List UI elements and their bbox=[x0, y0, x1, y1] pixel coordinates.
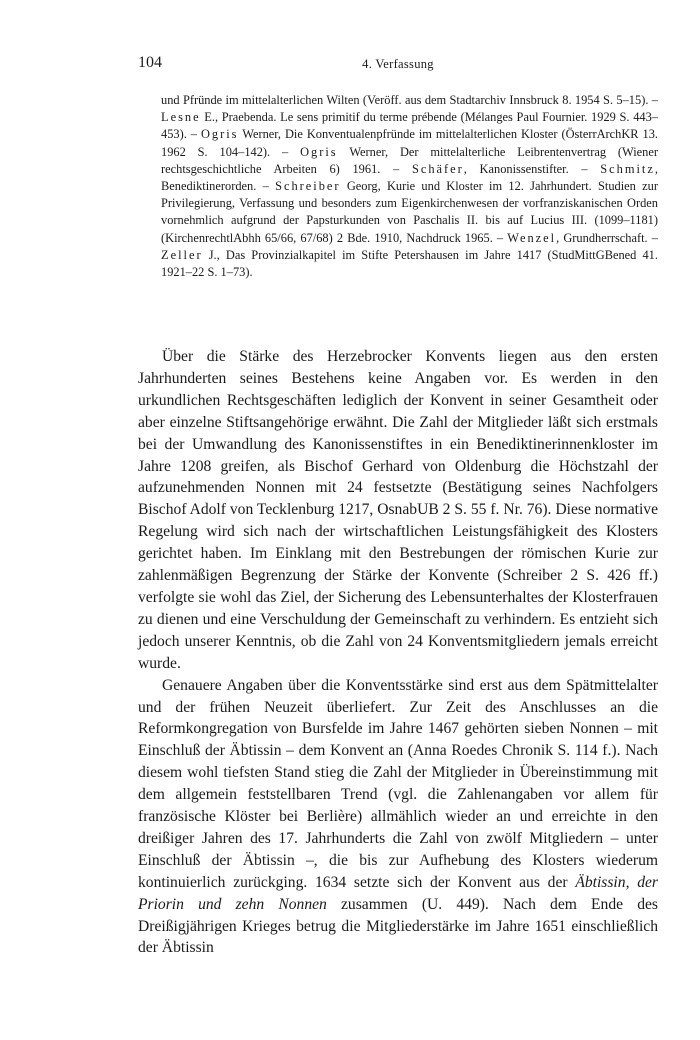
bibliography-footnote bbox=[161, 92, 658, 281]
author-name: Wenzel bbox=[507, 230, 557, 245]
body-paragraph-1: Über die Stärke des Herzebrocker Konvents liegen aus den ersten Jahrhunderten seines Bestehens keine Angaben vor. Es werden in den urkundlichen Rechtsgeschäften lediglich der Konvent in seiner Gesamtheit oder aber einzelne Stiftsangehörige erwähnt. Die Zahl der Mitglieder läßt sich erstmals bei der Umwandlung des Kanonissenstiftes in ein Benediktinerinnenkloster im Jahre 1208 greifen, als Bischof Gerhard von Oldenburg die Höchstzahl der aufzunehmenden Nonnen mit 24 festsetzte (Bestätigung seines Nachfolgers Bischof Adolf von Tecklenburg 1217, OsnabUB 2 S. 55 f. Nr. 76). Diese normative Regelung wird sich nach der wirtschaftlichen Leistungsfähigkeit des Klosters gerichtet haben. Im Einklang mit den Bestrebungen der römischen Kurie zur zahlenmäßigen Begrenzung der Stärke der Konvente (Schreiber 2 S. 426 ff.) verfolgte sie wohl das Ziel, der Sicherung des Lebensunterhaltes der Klosterfrauen zu dienen und eine Verschuldung der Gemeinschaft zu verhindern. Es entzieht sich jedoch unserer Kenntnis, ob die Zahl von 24 Konventsmitgliedern jemals erreicht wurde. bbox=[138, 348, 658, 672]
body-text-segment: Genauere Angaben über die Konventsstärke sind erst aus dem Spätmittelalter und der frühen Neuzeit überliefert. Zur Zeit des Anschlusses an die Reformkongregation von Bursfelde im Jahre 1467 gehörten sieben Nonnen – mit Einschluß der Äbtissin – dem Konvent an (Anna Roedes Chronik S. 114 f.). Nach diesem wohl tiefsten Stand stieg die Zahl der Mitglieder in Übereinstimmung mit dem allgemein feststellbaren Trend (vgl. die Zahlenangaben vor allem für französische Klöster bei Berlière) allmählich wieder an und erreichte in den dreißiger Jahren des 17. Jahrhunderts die Zahl von zwölf Mitgliedern – unter Einschluß der Äbtissin –, die bis zur Aufhebung des Klosters wiederum kontinuierlich zurückging. 1634 setzte sich der Konvent aus der bbox=[138, 676, 658, 891]
main-text bbox=[138, 346, 658, 959]
running-head: 4. Verfassung bbox=[362, 57, 434, 71]
footnote-text: J., Das Provinzialkapitel im Stifte Petershausen im Jahre 1417 (StudMittGBened 41. 1921–22 S. 1–73). bbox=[161, 247, 658, 280]
author-name: Lesne bbox=[161, 110, 201, 125]
footnote-text: E., Praebenda. Le sens primitif du terme prébende (Mélanges Paul Fournier. 1929 S. 443–453). – bbox=[161, 110, 658, 142]
author-name: Ogris bbox=[300, 144, 338, 159]
footnote-text: Werner, Die Konventualenpfründe im mittelalterlichen Kloster (ÖsterrArchKR 13. 1962 S. 104–142). – bbox=[161, 127, 659, 159]
footnote-text: Werner, Der mittelalterliche Leibrentenvertrag (Wiener rechtsgeschichtliche Arbeiten 6) 1961. – bbox=[161, 144, 658, 176]
footnote-text: , Benediktinerorden. – bbox=[161, 161, 658, 194]
author-name: Zeller bbox=[161, 247, 203, 262]
author-name: Schreiber bbox=[275, 179, 341, 194]
body-paragraph-2 bbox=[138, 675, 658, 960]
footnote-text: , Grundherrschaft. – bbox=[556, 230, 658, 245]
page-number: 104 bbox=[138, 54, 162, 71]
footnote-text: und Pfründe im mittelalterlichen Wilten (Veröff. aus dem Stadtarchiv Innsbruck 8. 1954 S. 5–15). – bbox=[161, 93, 658, 107]
italic-text: Äbtissin, der Priorin und zehn Nonnen bbox=[138, 873, 658, 913]
body-text-segment: zusammen (U. 449). Nach dem Ende des Dreißigjährigen Krieges betrug die Mitgliederstärke im Jahre 1651 einschließlich der Äbtissin bbox=[138, 895, 658, 957]
page-header bbox=[138, 54, 658, 78]
author-name: Ogris bbox=[200, 127, 239, 142]
bibliography-paragraph bbox=[161, 92, 658, 281]
footnote-text: , Kanonissenstifter. – bbox=[463, 161, 588, 176]
author-name: Schäfer bbox=[411, 161, 464, 176]
footnote-text: Georg, Kurie und Kloster im 12. Jahrhundert. Studien zur Privilegierung, Verfassung und besonders zum Eigenkirchenwesen der vorfranziskanischen Orden vornehmlich aufgrund der Papsturkunden von Paschalis II. bis auf Lucius III. (1099–1181) (KirchenrechtlAbhh 65/66, 67/68) 2 Bde. 1910, Nachdruck 1965. – bbox=[161, 179, 658, 245]
author-name: Schmitz bbox=[600, 161, 655, 176]
